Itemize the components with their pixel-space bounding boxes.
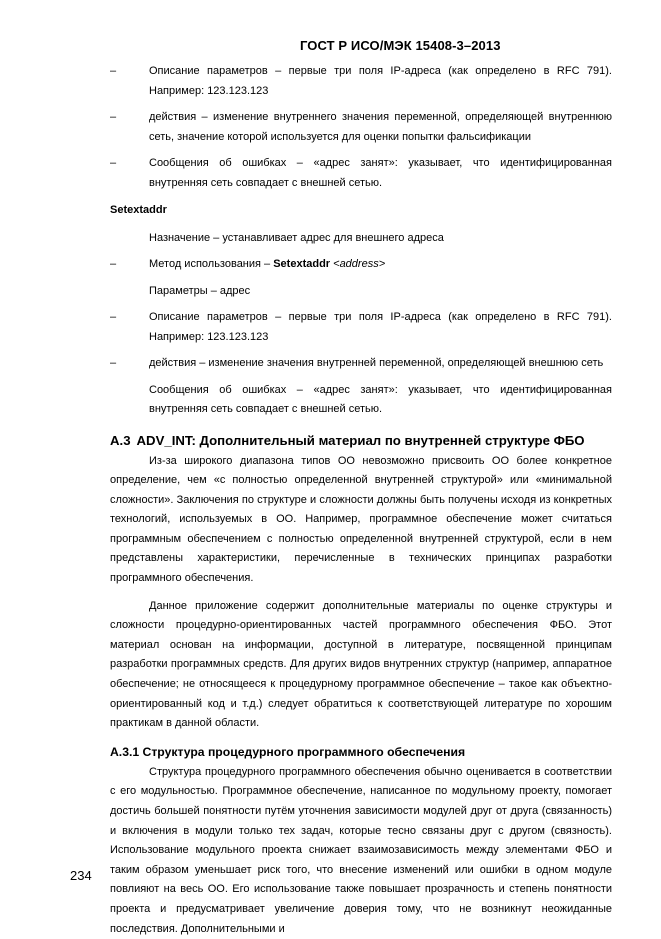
list-dash: – — [110, 311, 117, 323]
list-item-text: действия – изменение значения внутренней переменной, определяющей внешнюю сеть — [149, 357, 604, 369]
subsection-title: А.3.1 Структура процедурного программного обеспечения — [110, 744, 466, 759]
list-item — [110, 154, 612, 193]
list-item-text: Описание параметров – первые три поля IP-адреса (как определено в RFC 791). Например: 123.123.123 — [149, 311, 612, 343]
usage-prefix: Метод использования – — [149, 258, 274, 270]
page-number: 234 — [70, 868, 92, 883]
paragraph: Данное приложение содержит дополнительные материалы по оценке структуры и сложности процедурно-ориентированных частей программного обеспечения ФБО. Этот материал основан на информации, доступной в литературе, посвященной принципам разработки программных средств. Для других видов внутренних структур (например, аппаратное обеспечение; не относящееся к процедурному программное обеспечение – такое как объектно-ориентированный код и т.д.) следует обратиться к соответствующей литературе по хорошим практикам в данной области. — [110, 599, 612, 730]
list-item-text: Сообщения об ошибках – «адрес занят»: указывает, что идентифицированная внутренняя сеть совпадает с внешней сетью. — [149, 383, 612, 415]
list-item — [110, 62, 612, 101]
list-dash: – — [110, 258, 117, 270]
command-heading: Setextaddr — [110, 204, 167, 216]
list-dash: – — [110, 111, 117, 123]
command-purpose: Назначение – устанавливает адрес для внешнего адреса — [149, 231, 444, 244]
page-header: ГОСТ Р ИСО/МЭК 15408-3–2013 — [300, 38, 501, 53]
command-errors — [110, 381, 612, 420]
paragraph: Из-за широкого диапазона типов ОО невозможно присвоить ОО более конкретное определение, чем «с полностью определенной внутренней структурой» или «минимальной сложности». Заключения по структуре и сложности должны быть получены исходя из конкретных технологий, используемых в ОО. Например, программное обеспечение может считаться программным обеспечением с полностью определенной внутренней структурой, если в нем представлены характеристики, перечисленные в технических принципах разработки программного обеспечения. — [110, 454, 612, 585]
usage-argument: <address> — [333, 258, 386, 270]
section-title — [110, 431, 612, 450]
list-dash: – — [110, 357, 117, 369]
list-dash: – — [110, 157, 117, 169]
section-title-text: ADV_INT: Дополнительный материал по внутренней структуре ФБО — [136, 432, 585, 448]
section-number: А.3 — [110, 432, 131, 448]
command-params: Параметры – адрес — [149, 284, 251, 297]
list-dash: – — [110, 65, 117, 77]
command-usage — [110, 255, 612, 275]
usage-command: Setextaddr — [273, 258, 331, 270]
list-item — [110, 308, 612, 347]
list-item-text: Описание параметров – первые три поля IP-адреса (как определено в RFC 791). Например: 123.123.123 — [149, 65, 612, 97]
document-body — [110, 62, 612, 939]
paragraph: Структура процедурного программного обеспечения обычно оценивается в соответствии с его модульностью. Программное обеспечение, написанное по модульному проекту, помогает достичь большей понятности путём уточнения зависимости модулей друг от друга (связанность) и включения в модули только тех задач, которые тесно связаны друг с другом (связность). Использование модульного проекта снижает взаимозависимость между элементами ФБО и таким образом уменьшает риск того, что внесение изменений или ошибки в одном модуле повлияют на весь ОО. Его использование также повышает прозрачность и степень понятности проекта и предусматривает увеличение доверия тому, что не возникнут неожиданные последствия. Дополнительными и — [110, 765, 612, 935]
list-item-text: Сообщения об ошибках – «адрес занят»: указывает, что идентифицированная внутренняя сеть совпадает с внешней сетью. — [149, 157, 612, 189]
list-item-text: действия – изменение внутреннего значения переменной, определяющей внутреннюю сеть, значение которой используется для оценки попытки фальсификации — [149, 111, 612, 143]
list-item — [110, 108, 612, 147]
list-item — [110, 354, 612, 374]
